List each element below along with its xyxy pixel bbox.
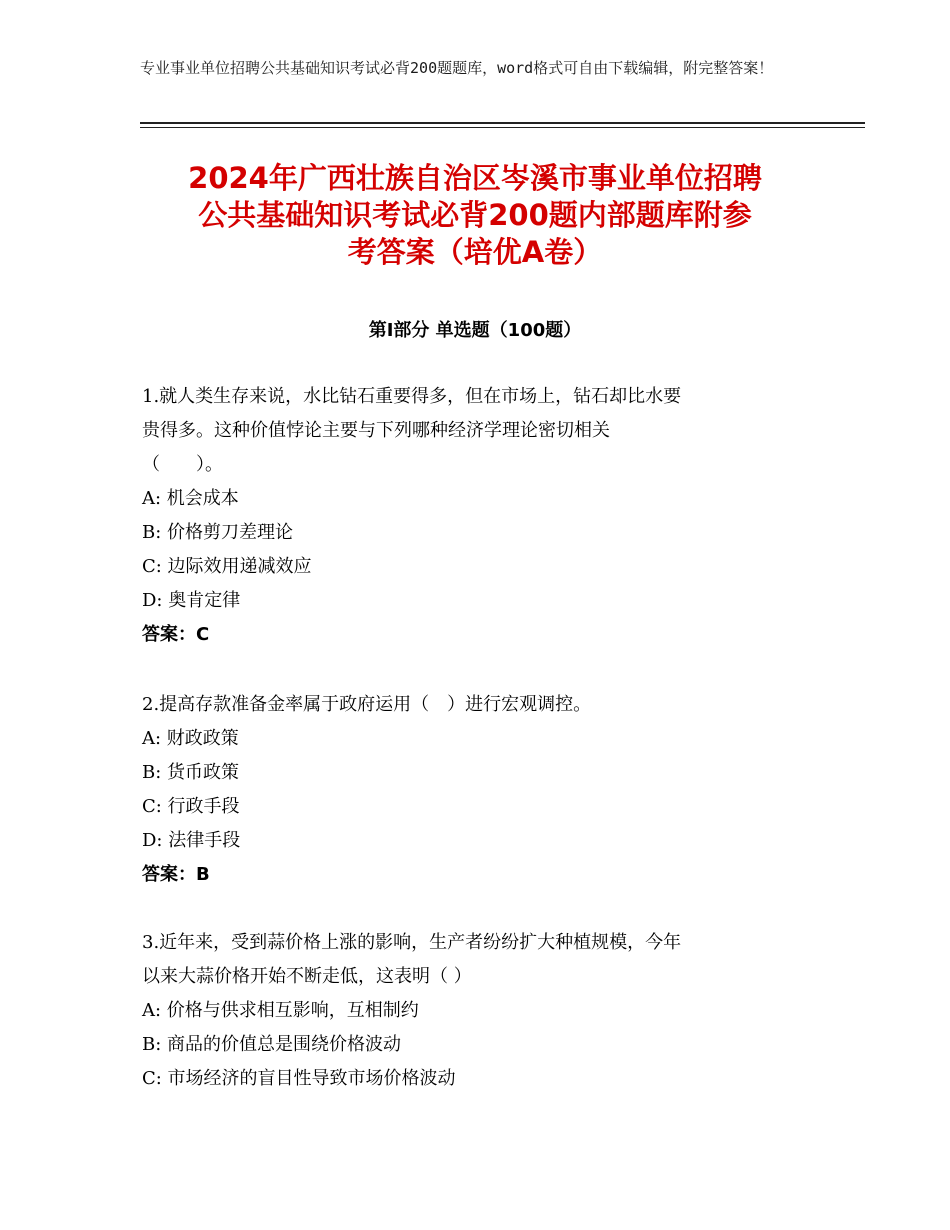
title-line: 考答案（培优A卷） xyxy=(347,235,603,269)
question-stem-line: 贵得多。这种价值悖论主要与下列哪种经济学理论密切相关 xyxy=(142,420,610,441)
answer-label: 答案：B xyxy=(142,864,210,885)
question-stem-line: （ ）。 xyxy=(142,454,223,475)
question-stem-line: 2.提高存款准备金率属于政府运用（ ）进行宏观调控。 xyxy=(142,694,592,715)
option-a: A: 机会成本 xyxy=(142,488,239,509)
question-1 xyxy=(142,380,822,652)
header-rule-thick xyxy=(140,122,865,124)
option-b: B: 商品的价值总是围绕价格波动 xyxy=(142,1034,402,1055)
answer-label: 答案：C xyxy=(142,624,210,645)
option-d: D: 法律手段 xyxy=(142,830,241,851)
question-3 xyxy=(142,926,822,1096)
title-line: 2024年广西壮族自治区岑溪市事业单位招聘 xyxy=(188,161,762,195)
section-title: 第I部分 单选题（100题） xyxy=(368,320,582,341)
document-title xyxy=(130,160,820,271)
question-stem-line: 1.就人类生存来说，水比钻石重要得多，但在市场上，钻石却比水要 xyxy=(142,386,682,407)
question-stem-line: 3.近年来，受到蒜价格上涨的影响，生产者纷纷扩大种植规模，今年 xyxy=(142,932,682,953)
option-c: C: 边际效用递减效应 xyxy=(142,556,312,577)
header-note: 专业事业单位招聘公共基础知识考试必背200题题库，word格式可自由下载编辑，附完整答案！ xyxy=(140,59,774,77)
option-b: B: 货币政策 xyxy=(142,762,240,783)
header-rule-thin xyxy=(140,127,865,128)
option-d: D: 奥肯定律 xyxy=(142,590,241,611)
question-stem-line: 以来大蒜价格开始不断走低，这表明（ ） xyxy=(142,966,472,987)
option-c: C: 行政手段 xyxy=(142,796,240,817)
question-2 xyxy=(142,688,822,892)
title-line: 公共基础知识考试必背200题内部题库附参 xyxy=(198,198,752,232)
option-c: C: 市场经济的盲目性导致市场价格波动 xyxy=(142,1068,456,1089)
option-a: A: 价格与供求相互影响，互相制约 xyxy=(142,1000,419,1021)
option-a: A: 财政政策 xyxy=(142,728,239,749)
option-b: B: 价格剪刀差理论 xyxy=(142,522,294,543)
